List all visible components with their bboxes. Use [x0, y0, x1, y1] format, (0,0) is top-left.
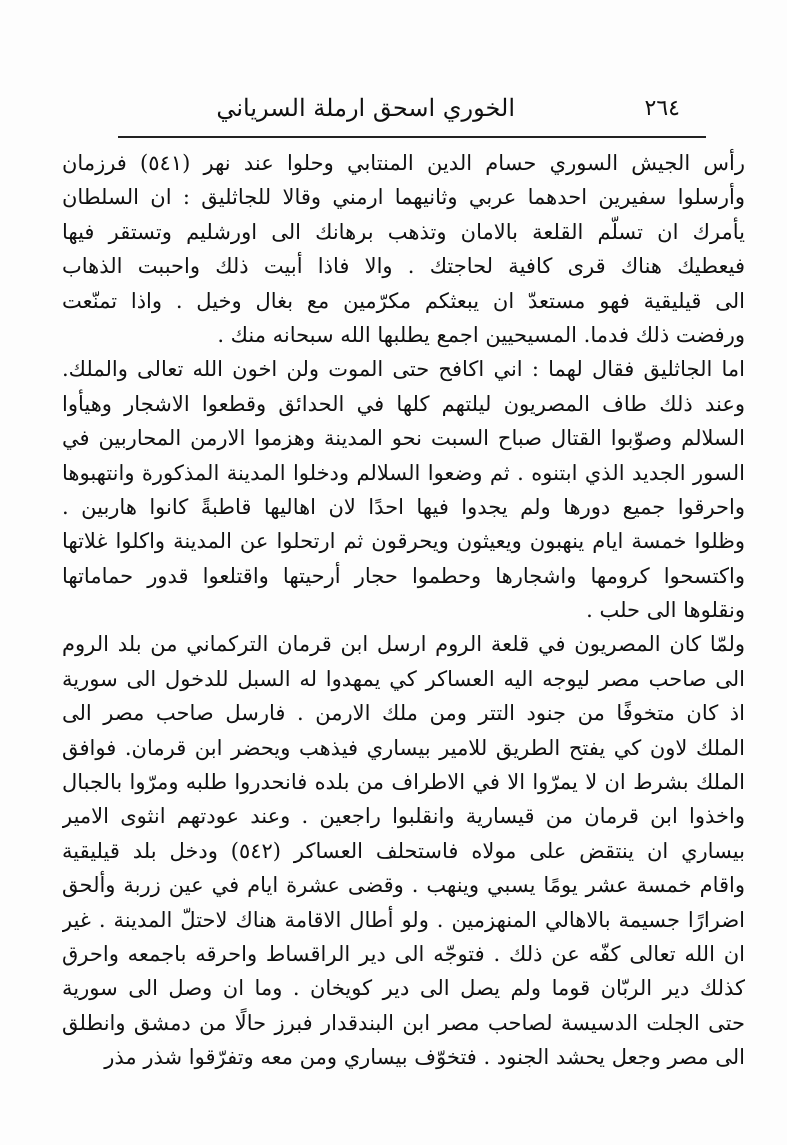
- text-line: اضرارًا جسيمة بالاهالي المنهزمين . ولو أطال الاقامة هناك لاحتلّ المدينة . غير: [62, 907, 745, 932]
- text-line: اذ كان متخوفًا من جنود التتر ومن ملك الارمن . فارسل صاحب مصر الى: [62, 701, 745, 726]
- text-line: السور الجديد الذي ابتنوه . ثم وضعوا السلالم ودخلوا المدينة المذكورة وانتهبوها: [62, 460, 745, 485]
- text-line: ونقلوها الى حلب .: [586, 598, 745, 623]
- text-line: كذلك دير الربّان قوما ولم يصل الى دير كويخان . وما ان وصل الى سورية: [62, 976, 745, 1001]
- text-line: حتى الجلت الدسيسة لصاحب مصر ابن البندقدار فبرز حالًا من دمشق وانطلق: [62, 1010, 745, 1035]
- running-title: الخوري اسحق ارملة السرياني: [216, 94, 515, 122]
- page-header: [120, 90, 680, 134]
- text-line: الملك بشرط ان لا يمرّوا الا في الاطراف من بلده فانحدروا طلبه ومرّوا بالجبال: [62, 770, 745, 795]
- header-rule: [118, 136, 706, 138]
- text-line: يأمرك ان تسلّم القلعة بالامان وتذهب برهانك الى اورشليم وتستقر فيها: [62, 219, 745, 244]
- text-line: الى مصر وجعل يحشد الجنود . فتخوّف بيساري ومن معه وتفرّقوا شذر مذر: [104, 1045, 745, 1070]
- text-line: الملك لاون كي يفتح الطريق للامير بيساري فيذهب ويحضر ابن قرمان. فوافق: [62, 735, 745, 760]
- body-text: [62, 146, 745, 1075]
- text-line: واخذوا ابن قرمان من قيسارية وانقلبوا راجعين . وعند عودتهم انثوى الامير: [62, 804, 745, 829]
- text-line: الى قيليقية فهو مستعدّ ان يبعثكم مكرّمين مع بغال وخيل . واذا تمنّعت: [62, 288, 745, 313]
- text-line: ولمّا كان المصريون في قلعة الروم ارسل ابن قرمان التركماني من بلد الروم: [62, 632, 745, 657]
- text-line: واكتسحوا كرومها واشجارها وحطموا حجار أرحيتها واقتلعوا قدور حماماتها: [62, 563, 745, 588]
- page-number: ٢٦٤: [644, 96, 680, 121]
- text-line: بيساري ان ينتقض على مولاه فاستحلف العساكر (٥٤٢) ودخل بلد قيليقية: [62, 838, 745, 863]
- text-line: ان الله تعالى كفّه عن ذلك . فتوجّه الى دير الراقساط واحرقه باجمعه واحرق: [62, 941, 745, 966]
- text-line: ورفضت ذلك فدما. المسيحيين اجمع يطلبها الله سبحانه منك .: [217, 322, 745, 347]
- text-line: وعند ذلك طاف المصريون ليلتهم كلها في الحدائق وقطعوا الاشجار وهيأوا: [62, 391, 745, 416]
- text-line: فيعطيك هناك قرى كافية لحاجتك . والا فاذا أبيت ذلك واحببت الذهاب: [62, 254, 745, 279]
- text-line: اما الجاثليق فقال لهما : اني اكافح حتى الموت ولن اخون الله تعالى والملك.: [62, 357, 745, 382]
- text-line: واحرقوا جميع دورها ولم يجدوا فيها احدًا لان اهاليها قاطبةً كانوا هاربين .: [62, 494, 745, 519]
- text-line: واقام خمسة عشر يومًا يسبي وينهب . وقضى عشرة ايام في عين زربة وألحق: [62, 873, 745, 898]
- text-line: رأس الجيش السوري حسام الدين المنتابي وحلوا عند نهر (٥٤١) فرزمان: [62, 151, 745, 175]
- text-line: وظلوا خمسة ايام ينهبون ويعيثون ويحرقون ثم ارتحلوا عن المدينة واكلوا غلاتها: [62, 529, 745, 554]
- text-line: وأرسلوا سفيرين احدهما عربي وثانيهما ارمني وقالا للجاثليق : ان السلطان: [62, 185, 745, 210]
- text-line: الى صاحب مصر ليوجه اليه العساكر كي يمهدوا له السبل للدخول الى سورية: [62, 666, 745, 691]
- text-line: السلالم وصوّبوا القتال صباح السبت نحو المدينة وهزموا الارمن المحاربين في: [62, 426, 745, 451]
